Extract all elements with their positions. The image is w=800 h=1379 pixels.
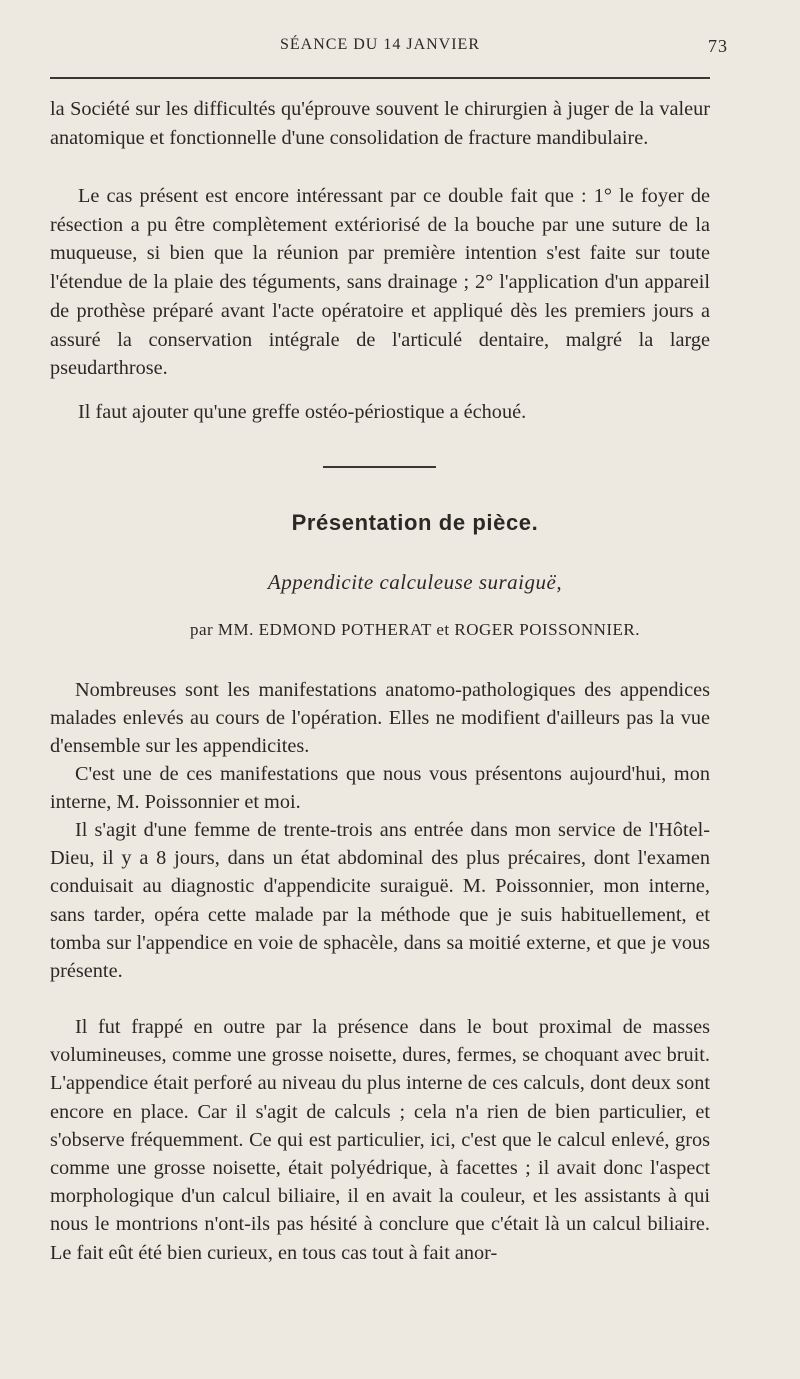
article-paragraph: Nombreuses sont les manifestations anatomo-pathologiques des appendices malades enlevés au cours de l'opération. Elles ne modifient d'ailleurs pas la vue d'ensemble sur les appendicites.: [50, 679, 710, 758]
section-separator-rule: [323, 466, 436, 468]
article-byline: par MM. EDMOND POTHERAT et ROGER POISSONNIER.: [189, 620, 641, 639]
section-title: Présentation de pièce.: [291, 510, 539, 535]
page-number: 73: [708, 36, 728, 56]
running-header: [50, 36, 728, 60]
article-paragraph: Il fut frappé en outre par la présence dans le bout proximal de masses volumineuses, comme une grosse noisette, dures, fermes, se choquant avec bruit. L'appendice était perforé au niveau du plus interne de ces calculs, dont deux sont encore en place. Car il s'agit de calculs ; cela n'a rien de bien particulier, et s'observe fréquemment. Ce qui est particulier, ici, c'est que le calcul enlevé, gros comme une grosse noisette, était polyédrique, à facettes ; il avait donc l'aspect morphologique d'un calcul biliaire, il en avait la couleur, et les assistants à qui nous le montrions n'ont-ils pas hésité à conclure que c'était là un calcul biliaire. Le fait eût été bien curieux, en tous cas tout à fait anor-: [50, 1016, 710, 1264]
article-paragraph: C'est une de ces manifestations que nous vous présentons aujourd'hui, mon interne, M. Poissonnier et moi.: [50, 763, 710, 814]
header-rule: [50, 77, 710, 79]
running-title: SÉANCE DU 14 JANVIER: [280, 36, 480, 53]
article-title: Appendicite calculeuse suraiguë,: [267, 570, 563, 594]
article-paragraph: Il s'agit d'une femme de trente-trois ans entrée dans mon service de l'Hôtel-Dieu, il y a 8 jours, dans un état abdominal des plus précaires, dont l'examen conduisait au diagnostic d'appendicite suraiguë. M. Poissonnier, mon interne, sans tarder, opéra cette malade par la méthode que je suis habituellement, et tomba sur l'appendice en voie de sphacèle, dans sa moitié externe, et que je vous présente.: [50, 819, 710, 983]
body-paragraph: la Société sur les difficultés qu'éprouve souvent le chirurgien à juger de la valeur anatomique et fonctionnelle d'une consolidation de fracture mandibulaire.: [50, 98, 710, 149]
body-paragraph: Il faut ajouter qu'une greffe ostéo-périostique a échoué.: [78, 401, 527, 423]
body-paragraph: Le cas présent est encore intéressant par ce double fait que : 1° le foyer de résection a pu être complètement extériorisé de la bouche par une suture de la muqueuse, si bien que la réunion par première intention s'est faite sur toute l'étendue de la plaie des téguments, sans drainage ; 2° l'application d'un appareil de prothèse préparé avant l'acte opératoire et appliqué dès les premiers jours a assuré la conservation intégrale de l'articulé dentaire, malgré la large pseudarthrose.: [50, 185, 710, 380]
